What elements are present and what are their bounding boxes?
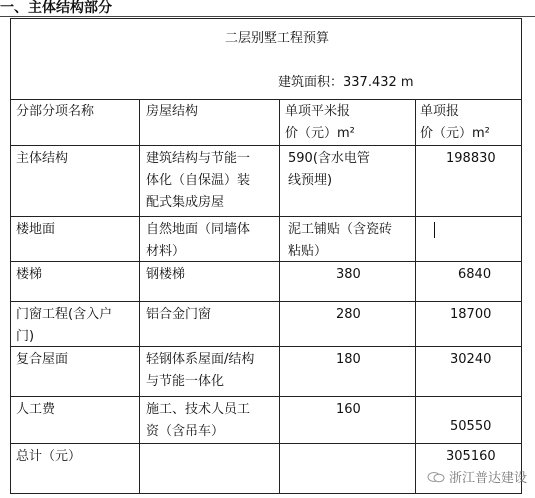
section-heading: 一、主体结构部分 [0, 0, 112, 16]
row-unit-price: 160 [336, 402, 361, 417]
row-unit-price: 380 [336, 267, 361, 282]
row-total: 198830 [446, 151, 496, 166]
row-name: 人工费 [16, 402, 56, 417]
heading-underline [0, 16, 535, 17]
header-total: 单项报 价（元）m² [420, 104, 490, 141]
row-name: 复合屋面 [16, 352, 69, 367]
row-divider [10, 396, 522, 397]
row-total: 305160 [446, 449, 496, 464]
row-structure: 建筑结构与节能一 体化（自保温）装 配式集成房屋 [146, 151, 251, 210]
table-title: 二层别墅工程预算 [225, 31, 330, 46]
header-name: 分部分项名称 [16, 104, 95, 119]
row-unit-price: 180 [336, 352, 361, 367]
row-name: 楼梯 [16, 267, 43, 282]
row-divider [10, 216, 522, 217]
row-structure: 轻钢体系屋面/结构 与节能一体化 [146, 352, 255, 389]
row-unit-price: 泥工铺贴（含瓷砖 粘贴） [288, 222, 393, 259]
col-divider [415, 99, 416, 494]
row-structure: 钢楼梯 [146, 267, 186, 282]
table-border [10, 18, 522, 494]
row-divider [10, 145, 522, 146]
watermark-text: 浙江普达建设 [448, 471, 527, 486]
watermark [427, 467, 527, 486]
row-name: 楼地面 [16, 222, 56, 237]
row-structure: 自然地面（同墙体 材料） [146, 222, 251, 259]
header-unit-price: 单项平米报 价（元）m² [285, 104, 355, 141]
wechat-icon [427, 471, 445, 483]
row-structure: 铝合金门窗 [146, 307, 212, 322]
building-area: 建筑面积：337.432 m [278, 75, 414, 90]
row-total: 30240 [450, 352, 492, 367]
row-divider [10, 261, 522, 262]
text-cursor [434, 222, 435, 238]
row-divider [10, 443, 522, 444]
row-total: 18700 [450, 307, 492, 322]
row-name: 主体结构 [16, 151, 69, 166]
row-unit-price: 280 [336, 307, 361, 322]
col-divider [139, 99, 140, 494]
header-structure: 房屋结构 [146, 104, 199, 119]
row-name: 总计（元） [16, 449, 82, 464]
row-unit-price: 590(含水电管 线预埋) [288, 151, 370, 188]
row-total: 50550 [450, 419, 492, 434]
row-divider [10, 301, 522, 302]
col-divider [279, 99, 280, 494]
row-name: 门窗工程(含入户 门) [16, 307, 113, 344]
row-divider [10, 99, 522, 100]
row-total: 6840 [458, 267, 492, 282]
row-structure: 施工、技术人员工 资（含吊车） [146, 402, 251, 439]
